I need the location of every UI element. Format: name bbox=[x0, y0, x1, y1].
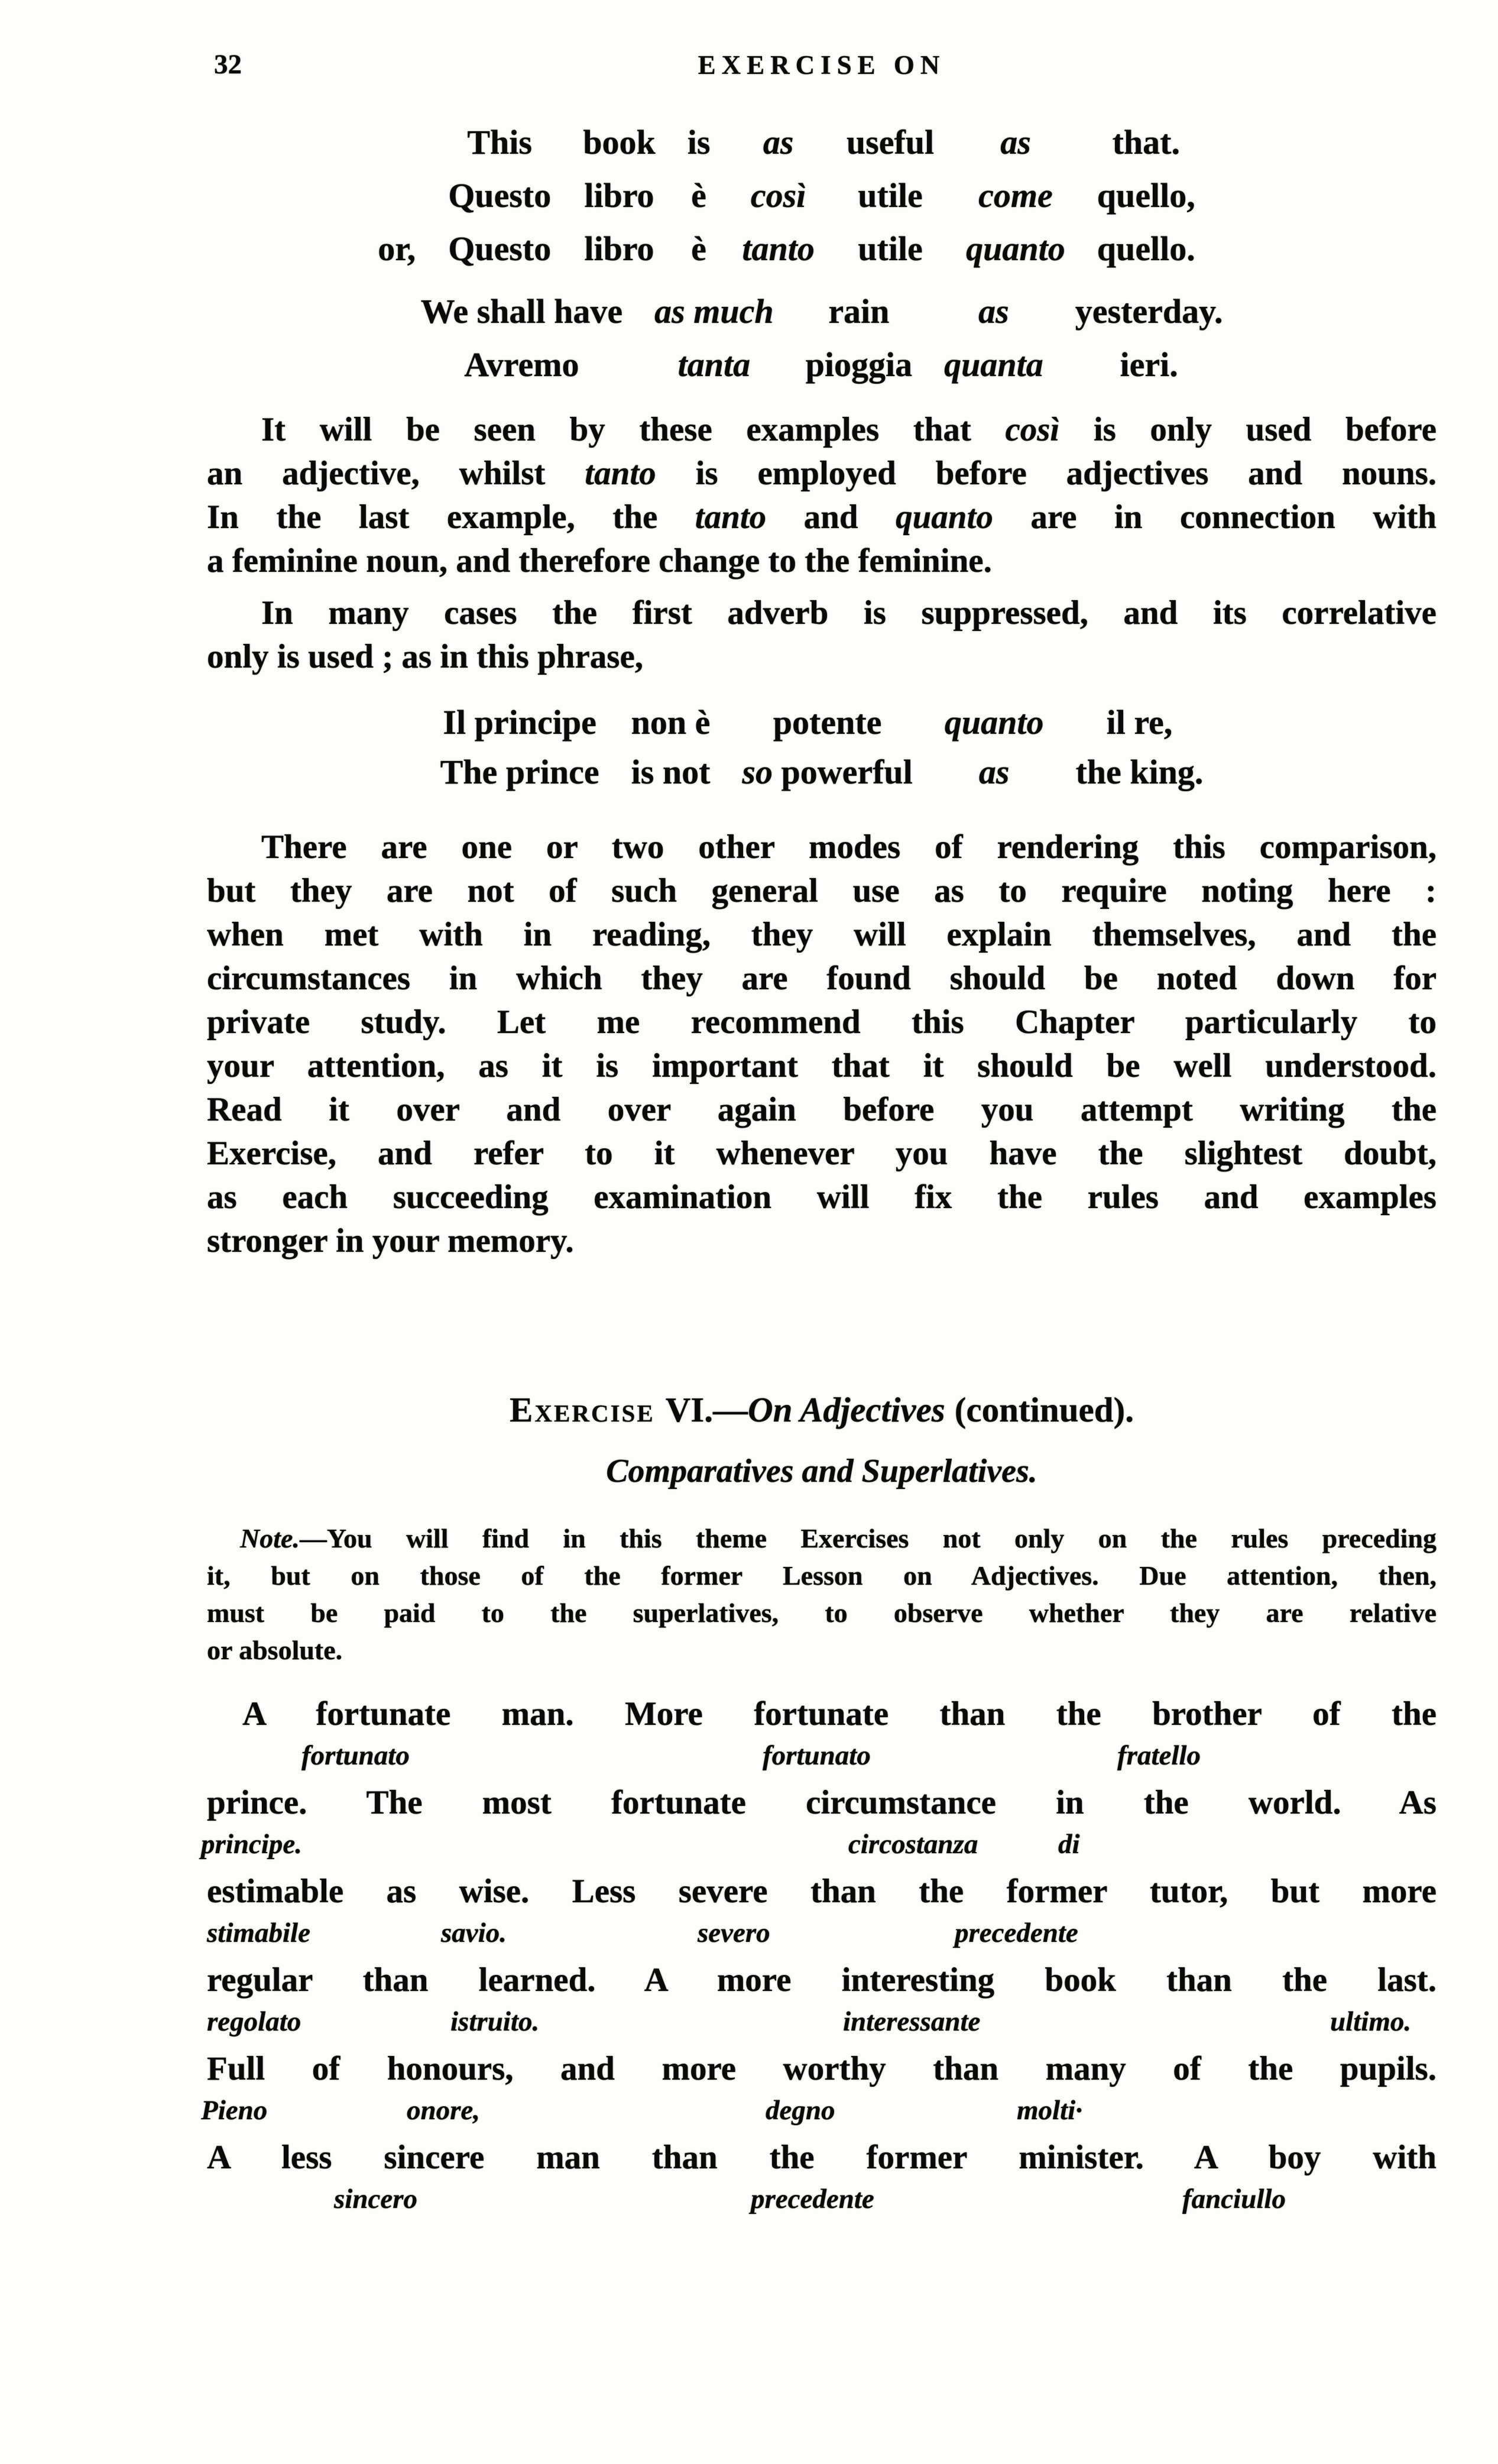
page-number: 32 bbox=[214, 49, 242, 80]
example-cell: tanto bbox=[742, 229, 815, 268]
example-cell: so powerful bbox=[742, 753, 913, 791]
paragraph-line: It will be seen by these examples that così is only used before bbox=[261, 411, 1437, 448]
heading-italic: On Adjectives bbox=[748, 1390, 945, 1429]
note-label: Note. bbox=[240, 1523, 300, 1553]
paragraph-line: circumstances in which they are found should be noted down for bbox=[207, 960, 1437, 997]
exercise-number: VI.— bbox=[665, 1390, 748, 1429]
example-cell: We shall have bbox=[420, 292, 623, 331]
gloss-word-italian: circostanza bbox=[848, 1829, 978, 1860]
exercise-english-line: A less sincere man than the former minister. A boy with bbox=[207, 2139, 1437, 2176]
gloss-word-italian: regolato bbox=[207, 2006, 301, 2037]
interlinear-example-3 bbox=[424, 698, 1220, 797]
gloss-word-italian: degno bbox=[766, 2095, 835, 2126]
paragraph-line: an adjective, whilst tanto is employed before adjectives and nouns. bbox=[207, 455, 1437, 492]
example-cell: rain bbox=[828, 292, 890, 331]
example-cell bbox=[378, 222, 567, 276]
paragraph-line: your attention, as it is important that it should be well understood. bbox=[207, 1047, 1437, 1084]
example-cell: come bbox=[978, 176, 1053, 215]
exercise-english-line: estimable as wise. Less severe than the former tutor, but more bbox=[207, 1873, 1437, 1910]
example-cell: libro bbox=[584, 176, 654, 215]
exercise-pair bbox=[207, 1960, 1437, 2048]
example-cell: The prince bbox=[440, 753, 599, 791]
running-header: EXERCISE ON bbox=[698, 50, 946, 80]
paragraph-cosi-tanto bbox=[207, 408, 1437, 583]
exercise-pair bbox=[201, 2048, 1437, 2137]
exercise-pair bbox=[207, 1694, 1437, 1782]
page-header bbox=[207, 48, 1437, 85]
paragraph-line: Read it over and over again before you attempt writing the bbox=[207, 1091, 1437, 1128]
note-line-text: —You will find in this theme Exercises not only on the rules preceding bbox=[299, 1523, 1437, 1553]
example-row-italian-alt bbox=[432, 222, 1211, 276]
example-row-english bbox=[432, 116, 1211, 169]
example-row-italian bbox=[432, 169, 1211, 222]
example-cell: Questo bbox=[448, 176, 552, 215]
exercise-label: Exercise bbox=[510, 1390, 655, 1429]
paragraph-line: In the last example, the tanto and quanto are in connection with bbox=[207, 498, 1437, 536]
gloss-word-italian: fratello bbox=[1117, 1740, 1201, 1771]
example-cell: as bbox=[763, 123, 794, 161]
example-cell: Avremo bbox=[464, 345, 579, 384]
gloss-word-italian: istruito. bbox=[450, 2006, 540, 2037]
gloss-word-italian: onore, bbox=[407, 2095, 481, 2126]
example-word: Questo bbox=[448, 229, 552, 268]
paragraph-line: as each succeeding examination will fix the rules and examples bbox=[207, 1178, 1437, 1216]
exercise-english-line: Full of honours, and more worthy than many of the pupils. bbox=[207, 2050, 1437, 2087]
section-heading bbox=[207, 1390, 1437, 1430]
gloss-word-italian: severo bbox=[698, 1918, 770, 1948]
example-cell: as bbox=[978, 292, 1009, 331]
paragraph-line: when met with in reading, they will explain themselves, and the bbox=[207, 916, 1437, 953]
or-label: or, bbox=[378, 229, 416, 268]
note-line bbox=[207, 1520, 1437, 1557]
exercise-pair bbox=[207, 1871, 1437, 1960]
exercise-english-line: prince. The most fortunate circumstance in the world. As bbox=[207, 1784, 1437, 1821]
gloss-word-italian: stimabile bbox=[207, 1918, 310, 1948]
paragraph-line: In many cases the first adverb is suppressed, and its correlative bbox=[261, 594, 1437, 632]
interlinear-example-2 bbox=[405, 285, 1239, 391]
paragraph-line: There are one or two other modes of rendering this comparison, bbox=[261, 828, 1437, 866]
example-cell: tanta bbox=[677, 345, 751, 384]
example-cell: book bbox=[583, 123, 656, 161]
example-cell: è bbox=[691, 176, 706, 215]
example-cell: utile bbox=[858, 176, 923, 215]
example-cell: così bbox=[750, 176, 806, 215]
example-row-english bbox=[424, 747, 1220, 797]
exercise-english-line: A fortunate man. More fortunate than the brother of the bbox=[242, 1695, 1437, 1733]
example-cell: quello. bbox=[1097, 229, 1195, 268]
exercise-body bbox=[201, 1694, 1437, 2226]
text-block bbox=[201, 0, 1437, 2464]
example-cell: il re, bbox=[1106, 703, 1173, 742]
example-cell: ieri. bbox=[1120, 345, 1178, 384]
paragraph-line: but they are not of such general use as to require noting here : bbox=[207, 872, 1437, 909]
paragraph-line: Exercise, and refer to it whenever you have the slightest doubt, bbox=[207, 1135, 1437, 1172]
example-row-italian bbox=[424, 698, 1220, 747]
example-cell: is not bbox=[631, 753, 711, 791]
exercise-pair bbox=[201, 1782, 1437, 1871]
section-subtitle: Comparatives and Superlatives. bbox=[606, 1453, 1037, 1490]
gloss-word-italian: molti· bbox=[1017, 2095, 1082, 2126]
paragraph-suppressed-adverb bbox=[207, 591, 1437, 679]
example-cell: This bbox=[467, 123, 533, 161]
gloss-word-italian: fanciullo bbox=[1182, 2184, 1286, 2214]
gloss-word-italian: savio. bbox=[441, 1918, 507, 1948]
example-cell: as bbox=[1000, 123, 1031, 161]
gloss-word-italian: fortunato bbox=[763, 1740, 871, 1771]
example-cell: the king. bbox=[1075, 753, 1204, 791]
gloss-word-italian: sincero bbox=[334, 2184, 417, 2214]
example-cell: as much bbox=[654, 292, 774, 331]
example-cell: Il principe bbox=[443, 703, 596, 742]
paragraph-line: private study. Let me recommend this Chapter particularly to bbox=[207, 1003, 1437, 1041]
example-cell: libro bbox=[584, 229, 654, 268]
example-cell: potente bbox=[773, 703, 882, 742]
example-cell: yesterday. bbox=[1075, 292, 1223, 331]
heading-continued: (continued). bbox=[954, 1390, 1134, 1429]
gloss-word-italian: ultimo. bbox=[1330, 2006, 1412, 2037]
exercise-pair bbox=[207, 2137, 1437, 2226]
note-line: must be paid to the superlatives, to observe whether they are relative bbox=[207, 1598, 1437, 1628]
note-paragraph bbox=[207, 1520, 1437, 1669]
example-cell: useful bbox=[846, 123, 935, 161]
example-cell: pioggia bbox=[805, 345, 913, 384]
paragraph-line: only is used ; as in this phrase, bbox=[207, 638, 644, 675]
example-cell: that. bbox=[1112, 123, 1180, 161]
example-cell: quanto bbox=[944, 703, 1044, 742]
gloss-word-italian: precedente bbox=[751, 2184, 874, 2214]
paragraph-line: stronger in your memory. bbox=[207, 1222, 574, 1259]
gloss-word-italian: interessante bbox=[843, 2006, 981, 2037]
gloss-word-italian: fortunato bbox=[301, 1740, 410, 1771]
example-row-english bbox=[405, 285, 1239, 338]
example-cell: utile bbox=[858, 229, 923, 268]
gloss-word-italian: di bbox=[1058, 1829, 1080, 1860]
example-cell: è bbox=[691, 229, 706, 268]
example-cell: is bbox=[687, 123, 711, 161]
exercise-english-line: regular than learned. A more interesting book than the last. bbox=[207, 1961, 1437, 1999]
gloss-word-italian: principe. bbox=[201, 1829, 303, 1860]
example-cell: quanta bbox=[944, 345, 1043, 384]
example-cell: as bbox=[978, 753, 1010, 791]
paragraph-line: a feminine noun, and therefore change to the feminine. bbox=[207, 542, 992, 579]
note-line: it, but on those of the former Lesson on Adjectives. Due attention, then, bbox=[207, 1560, 1437, 1591]
interlinear-example-1 bbox=[378, 116, 1211, 276]
gloss-word-italian: Pieno bbox=[201, 2095, 268, 2126]
gloss-word-italian: precedente bbox=[955, 1918, 1078, 1948]
paragraph-other-modes bbox=[207, 825, 1437, 1263]
example-row-italian bbox=[405, 338, 1239, 391]
note-line: or absolute. bbox=[207, 1635, 343, 1665]
example-cell: quanto bbox=[966, 229, 1065, 268]
example-cell: quello, bbox=[1097, 176, 1195, 215]
example-cell: non è bbox=[631, 703, 711, 742]
